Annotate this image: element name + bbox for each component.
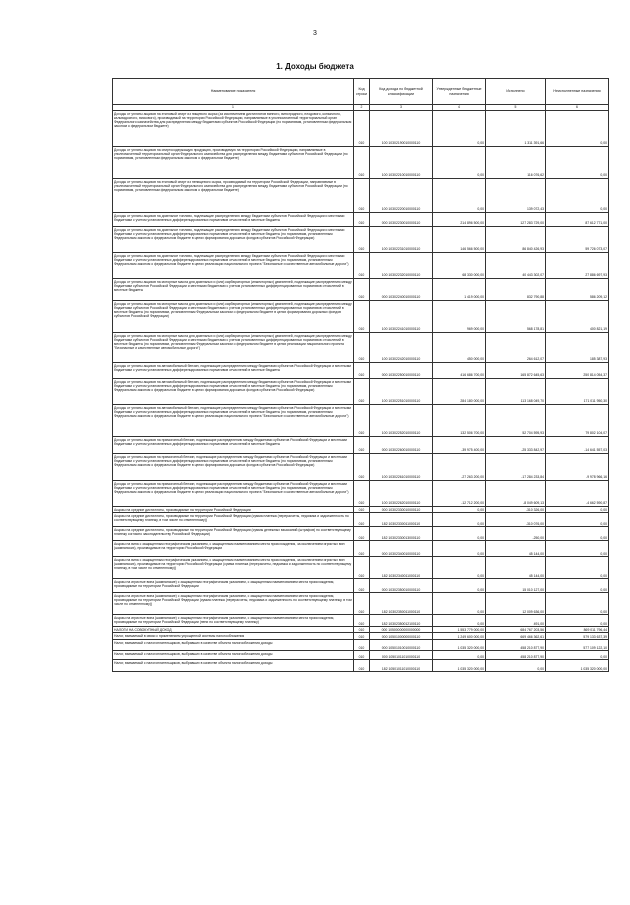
row-name: Доходы от уплаты акцизов на этиловый спирт из непищевого сырья, производимый на территории Российской Федерации, направляемые в уполномоченный территориальный орган Федерального казначейства для распределения между бюджетами субъектов Российской Федерации (по нормативам, установленным федеральным законом о федеральном бюджете): [113, 179, 354, 213]
row-unexecuted-value: 171 011 950,30: [546, 379, 609, 405]
row-line-code: 010: [354, 111, 370, 147]
row-unexecuted-value: 0,00: [546, 507, 609, 513]
row-approved-value: 1 035 320 000,00: [433, 660, 486, 672]
row-approved-value: 214 896 500,00: [433, 213, 486, 227]
row-executed-value: 568 178,81: [486, 301, 546, 333]
row-budget-code: 000 10302340010000110: [370, 541, 433, 557]
table-row: [113, 633, 609, 640]
table-row: [113, 379, 609, 405]
row-name: Налог, взимаемый с налогоплательщиков, выбравших в качестве объекта налогообложения доходы: [113, 660, 354, 672]
table-row: [113, 363, 609, 379]
row-approved-value: 969 000,00: [433, 301, 486, 333]
row-name: Доходы от уплаты акцизов на дизельное топливо, подлежащие распределению между бюджетами субъектов Российской Федерации и местными бюджетами с учетом установленных дифференцированных нормативов отчислений в местные бюджеты: [113, 213, 354, 227]
row-approved-value: 0,00: [433, 111, 486, 147]
row-executed-value: 127 283 729,00: [486, 213, 546, 227]
table-row: [113, 513, 609, 527]
row-executed-value: -17 284 233,84: [486, 454, 546, 481]
row-name: Доходы от уплаты акцизов на моторные масла для дизельных и (или) карбюраторных (инжекторных) двигателей, подлежащие распределению между бюджетами субъектов Российской Федерации и местными бюджетами с учетом установленных дифференцированных нормативов отчислений в местные бюджеты (по нормативам, установленным Федеральным законом о федеральном бюджете в целях формирования дорожных фондов субъектов Российской Федерации): [113, 301, 354, 333]
row-executed-value: 458 210 877,90: [486, 640, 546, 651]
row-unexecuted-value: 59 726 073,07: [546, 227, 609, 253]
row-line-code: 010: [354, 660, 370, 672]
table-row: [113, 660, 609, 672]
row-budget-code: 100 10302262010000110: [370, 481, 433, 507]
row-name: Доходы от уплаты акцизов на автомобильный бензин, подлежащие распределению между бюджетами субъектов Российской Федерации и местными бюджетами с учетом установленных дифференцированных нормативов отчислений в местные бюджеты: [113, 363, 354, 379]
table-row: [113, 615, 609, 627]
row-approved-value: 132 506 700,00: [433, 405, 486, 437]
table-header-row: [113, 79, 609, 105]
column-number: 1: [113, 105, 354, 111]
row-line-code: 010: [354, 593, 370, 615]
row-name: Акцизы на вина с защищенным географическим указанием, с защищенным наименованием места происхождения, за исключением игристых вин (шампанских), производимые на территории Российской Федерации: [113, 541, 354, 557]
row-approved-value: 416 686 700,00: [433, 363, 486, 379]
row-line-code: 010: [354, 363, 370, 379]
column-header-executed: Исполнено: [486, 79, 546, 105]
row-budget-code: 100 10302241010000110: [370, 301, 433, 333]
row-budget-code: 100 10302251010000110: [370, 379, 433, 405]
row-approved-value: 0,00: [433, 527, 486, 541]
row-unexecuted-value: 87 612 771,00: [546, 213, 609, 227]
revenue-table: [112, 78, 609, 672]
table-row: [113, 527, 609, 541]
row-unexecuted-value: 577 109 122,10: [546, 640, 609, 651]
row-line-code: 010: [354, 227, 370, 253]
table-row: [113, 279, 609, 301]
table-row: [113, 253, 609, 279]
row-budget-code: 182 10302330013000110: [370, 527, 433, 541]
row-approved-value: 284 180 000,00: [433, 379, 486, 405]
table-row: [113, 651, 609, 660]
row-name: Доходы от уплаты акцизов на спиртосодержащую продукцию, производимую на территории Российской Федерации, направляемые в уполномоченный территориальный орган Федерального казначейства для распределения между бюджетами субъектов Российской Федерации (по нормативам, установленным федеральным законом о федеральном бюджете): [113, 147, 354, 179]
row-approved-value: 0,00: [433, 507, 486, 513]
row-name: Акцизы на игристые вина (шампанские) с защищенным географическим указанием, с защищенным наименованием места происхождения, производимые на территории Российской Федерации: [113, 579, 354, 593]
row-approved-value: 1 553 779 000,00: [433, 627, 486, 633]
table-row: [113, 454, 609, 481]
row-approved-value: -12 712 200,00: [433, 481, 486, 507]
row-line-code: 010: [354, 454, 370, 481]
row-budget-code: 182 10501011010000110: [370, 660, 433, 672]
table-row: [113, 111, 609, 147]
row-unexecuted-value: 0,00: [546, 147, 609, 179]
row-line-code: 010: [354, 651, 370, 660]
row-executed-value: 264 612,07: [486, 333, 546, 363]
column-header-unexecuted: Неисполненные назначения: [546, 79, 609, 105]
row-name: Налог, взимаемый с налогоплательщиков, выбравших в качестве объекта налогообложения доходы: [113, 640, 354, 651]
row-executed-value: 458 210 877,90: [486, 651, 546, 660]
row-budget-code: 000 10302230010000110: [370, 213, 433, 227]
table-row: [113, 405, 609, 437]
row-executed-value: 86 840 426,93: [486, 227, 546, 253]
row-executed-value: 1 311 391,66: [486, 111, 546, 147]
row-executed-value: 139 072,43: [486, 179, 546, 213]
table-row: [113, 481, 609, 507]
row-approved-value: -27 263 200,00: [433, 454, 486, 481]
row-approved-value: 68 330 000,00: [433, 253, 486, 279]
row-line-code: 010: [354, 333, 370, 363]
row-approved-value: 0,00: [433, 651, 486, 660]
row-budget-code: 000 10501010010000110: [370, 640, 433, 651]
row-budget-code: 182 10302350011000110: [370, 593, 433, 615]
row-approved-value: 0,00: [433, 579, 486, 593]
row-unexecuted-value: 400 821,19: [546, 301, 609, 333]
row-executed-value: -310 326,00: [486, 507, 546, 513]
table-row: [113, 557, 609, 579]
row-budget-code: 100 10302220010000110: [370, 179, 433, 213]
row-executed-value: 116 076,62: [486, 147, 546, 179]
row-unexecuted-value: 27 886 697,93: [546, 253, 609, 279]
row-line-code: 010: [354, 507, 370, 513]
row-executed-value: 0,00: [486, 660, 546, 672]
column-number: 6: [546, 105, 609, 111]
row-line-code: 010: [354, 405, 370, 437]
row-budget-code: 000 10302330010000110: [370, 507, 433, 513]
column-header-name: Наименование показателя: [113, 79, 354, 105]
row-budget-code: 182 10302350012100110: [370, 615, 433, 627]
row-name: Налог, взимаемый с налогоплательщиков, выбравших в качестве объекта налогообложения доходы: [113, 651, 354, 660]
table-row: [113, 541, 609, 557]
row-unexecuted-value: 0,00: [546, 111, 609, 147]
table-row: [113, 179, 609, 213]
row-executed-value: -8 049 609,13: [486, 481, 546, 507]
row-line-code: 010: [354, 527, 370, 541]
row-unexecuted-value: 0,00: [546, 651, 609, 660]
row-approved-value: -39 975 400,00: [433, 437, 486, 454]
page-title: 1. Доходы бюджета: [276, 62, 354, 71]
row-unexecuted-value: 579 133 637,39: [546, 633, 609, 640]
row-unexecuted-value: 250 814 054,37: [546, 363, 609, 379]
row-name: Доходы от уплаты акцизов на прямогонный бензин, подлежащие распределению между бюджетами субъектов Российской Федерации и местными бюджетами с учетом установленных дифференцированных нормативов отчислений в местные бюджеты (по нормативам, установленным Федеральным законом о федеральном бюджете в целях реализации национального проекта "Безопасные и качественные автомобильные дороги"): [113, 481, 354, 507]
row-line-code: 010: [354, 513, 370, 527]
row-unexecuted-value: 869 011 796,44: [546, 627, 609, 633]
row-budget-code: 000 10302240010000110: [370, 279, 433, 301]
row-budget-code: 100 10302190010000110: [370, 111, 433, 147]
row-executed-value: 684 767 203,56: [486, 627, 546, 633]
row-line-code: 010: [354, 279, 370, 301]
row-unexecuted-value: 0,00: [546, 593, 609, 615]
row-name: Акцизы на средние дистилляты, производимые на территории Российской Федерации (суммы денежных взысканий (штрафов) по соответствующему платежу согласно законодательству Российской Федерации): [113, 527, 354, 541]
row-approved-value: 1 035 320 000,00: [433, 640, 486, 651]
column-number: 2: [354, 105, 370, 111]
row-line-code: 010: [354, 147, 370, 179]
table-row: [113, 301, 609, 333]
row-name: Доходы от уплаты акцизов на прямогонный бензин, подлежащие распределению между бюджетами субъектов Российской Федерации и местными бюджетами с учетом установленных дифференцированных нормативов отчислений в местные бюджеты (по нормативам, установленным Федеральным законом о федеральном бюджете в целях формирования дорожных фондов субъектов Российской Федерации): [113, 454, 354, 481]
row-name: НАЛОГИ НА СОВОКУПНЫЙ ДОХОД: [113, 627, 354, 633]
row-executed-value: 45 144,00: [486, 557, 546, 579]
row-executed-value: 15 010 127,00: [486, 579, 546, 593]
table-row: [113, 147, 609, 179]
row-budget-code: 000 10302250010000110: [370, 363, 433, 379]
row-line-code: 010: [354, 253, 370, 279]
row-name: Акцизы на средние дистилляты, производимые на территории Российской Федерации (сумма платежа (перерасчеты, недоимка и задолженность по соответствующему платежу, в том числе по отмененному)): [113, 513, 354, 527]
row-approved-value: 450 000,00: [433, 333, 486, 363]
table-row: [113, 593, 609, 615]
row-line-code: 010: [354, 640, 370, 651]
row-executed-value: 12 009 636,00: [486, 593, 546, 615]
row-line-code: 010: [354, 213, 370, 227]
row-name: Доходы от уплаты акцизов на этиловый спирт из пищевого сырья (за исключением дистиллятов винного, виноградного, плодового, коньячного, кальвадосного, вискового), производимый на территории Российской Федерации, направляемые в уполномоченный территориальный орган Федерального казначейства для распределения между бюджетами субъектов Российской Федерации (по нормативам, установленным федеральным законом о федеральном бюджете): [113, 111, 354, 147]
column-header-budget-code: Код дохода по бюджетной классификации: [370, 79, 433, 105]
row-approved-value: 1 419 000,00: [433, 279, 486, 301]
column-header-approved: Утвержденные бюджетные назначения: [433, 79, 486, 105]
table-row: [113, 333, 609, 363]
row-name: Налог, взимаемый в связи с применением упрощенной системы налогообложения: [113, 633, 354, 640]
row-unexecuted-value: 0,00: [546, 615, 609, 627]
row-name: Доходы от уплаты акцизов на автомобильный бензин, подлежащие распределению между бюджетами субъектов Российской Федерации и местными бюджетами с учетом установленных дифференцированных нормативов отчислений в местные бюджеты (по нормативам, установленным Федеральным законом о федеральном бюджете в целях формирования дорожных фондов субъектов Российской Федерации): [113, 379, 354, 405]
row-line-code: 010: [354, 615, 370, 627]
row-budget-code: 182 10302330011000110: [370, 513, 433, 527]
row-line-code: 010: [354, 557, 370, 579]
row-line-code: 010: [354, 301, 370, 333]
row-unexecuted-value: 0,00: [546, 527, 609, 541]
row-executed-value: 832 790,88: [486, 279, 546, 301]
row-line-code: 010: [354, 437, 370, 454]
row-budget-code: 000 10500000000000000: [370, 627, 433, 633]
row-unexecuted-value: 0,00: [546, 557, 609, 579]
row-unexecuted-value: -4 662 590,87: [546, 481, 609, 507]
row-name: Акцизы на игристые вина (шампанские) с защищенным географическим указанием, с защищенным наименованием места происхождения, производимые на территории Российской Федерации (пени по соответствующему платежу): [113, 615, 354, 627]
table-body: [113, 111, 609, 672]
row-executed-value: -310 076,00: [486, 513, 546, 527]
row-approved-value: 0,00: [433, 147, 486, 179]
row-budget-code: 000 10302260010000110: [370, 437, 433, 454]
row-executed-value: -25 333 842,97: [486, 437, 546, 454]
column-number: 3: [370, 105, 433, 111]
row-name: Доходы от уплаты акцизов на моторные масла для дизельных и (или) карбюраторных (инжекторных) двигателей, подлежащие распределению между бюджетами субъектов Российской Федерации и местными бюджетами с учетом установленных дифференцированных нормативов отчислений в местные бюджеты: [113, 279, 354, 301]
page-number: 3: [313, 30, 317, 37]
row-unexecuted-value: 1 035 320 000,00: [546, 660, 609, 672]
row-name: Доходы от уплаты акцизов на дизельное топливо, подлежащие распределению между бюджетами субъектов Российской Федерации и местными бюджетами с учетом установленных дифференцированных нормативов отчислений в местные бюджеты (по нормативам, установленным Федеральным законом о федеральном бюджете в целях реализации национального проекта "Безопасные и качественные автомобильные дороги"): [113, 253, 354, 279]
row-unexecuted-value: 0,00: [546, 513, 609, 527]
table-row: [113, 640, 609, 651]
row-approved-value: 1 249 600 000,00: [433, 633, 486, 640]
row-budget-code: 100 10302231010000110: [370, 227, 433, 253]
row-budget-code: 182 10302340011000110: [370, 557, 433, 579]
table-row: [113, 213, 609, 227]
row-budget-code: 000 10501000000000110: [370, 633, 433, 640]
row-approved-value: 146 566 500,00: [433, 227, 486, 253]
row-line-code: 010: [354, 579, 370, 593]
row-executed-value: -250,00: [486, 527, 546, 541]
row-unexecuted-value: 79 802 104,07: [546, 405, 609, 437]
row-name: Доходы от уплаты акцизов на автомобильный бензин, подлежащие распределению между бюджетами субъектов Российской Федерации и местными бюджетами с учетом установленных дифференцированных нормативов отчислений в местные бюджеты (по нормативам, установленным Федеральным законом о федеральном бюджете в целях реализации национального проекта "Безопасные и качественные автомобильные дороги"): [113, 405, 354, 437]
table-row: [113, 227, 609, 253]
column-number: 4: [433, 105, 486, 111]
row-executed-value: 40 443 302,07: [486, 253, 546, 279]
row-name: Доходы от уплаты акцизов на прямогонный бензин, подлежащие распределению между бюджетами субъектов Российской Федерации и местными бюджетами с учетом установленных дифференцированных нормативов отчислений в местные бюджеты: [113, 437, 354, 454]
row-unexecuted-value: 0,00: [546, 179, 609, 213]
row-line-code: 010: [354, 633, 370, 640]
row-executed-value: 669 466 362,61: [486, 633, 546, 640]
column-header-line-code: Код строки: [354, 79, 370, 105]
column-number: 5: [486, 105, 546, 111]
row-name: Доходы от уплаты акцизов на дизельное топливо, подлежащие распределению между бюджетами субъектов Российской Федерации и местными бюджетами с учетом установленных дифференцированных нормативов отчислений в местные бюджеты (по нормативам, установленным Федеральным законом о федеральном бюджете в целях формирования дорожных фондов субъектов Российской Федерации): [113, 227, 354, 253]
row-budget-code: 100 10302252010000110: [370, 405, 433, 437]
row-approved-value: 0,00: [433, 179, 486, 213]
row-unexecuted-value: -9 978 966,16: [546, 454, 609, 481]
row-executed-value: 491,00: [486, 615, 546, 627]
row-approved-value: 0,00: [433, 541, 486, 557]
row-name: Доходы от уплаты акцизов на моторные масла для дизельных и (или) карбюраторных (инжекторных) двигателей, подлежащие распределению между бюджетами субъектов Российской Федерации и местными бюджетами с учетом установленных дифференцированных нормативов отчислений в местные бюджеты (по нормативам, установленным Федеральным законом о федеральном бюджете в целях реализации национального проекта "Безопасные и качественные автомобильные дороги"): [113, 333, 354, 363]
row-budget-code: 100 10302232010000110: [370, 253, 433, 279]
row-executed-value: 113 168 049,70: [486, 379, 546, 405]
table-row: [113, 579, 609, 593]
row-unexecuted-value: -14 641 557,03: [546, 437, 609, 454]
row-executed-value: 165 872 645,63: [486, 363, 546, 379]
row-line-code: 010: [354, 481, 370, 507]
row-name: Акцизы на игристые вина (шампанские) с защищенным географическим указанием, с защищенным наименованием места происхождения, производимые на территории Российской Федерации (сумма платежа (перерасчеты, недоимка и задолженность по соответствующему платежу, в том числе по отмененному)): [113, 593, 354, 615]
row-budget-code: 000 10302350010000110: [370, 579, 433, 593]
row-line-code: 010: [354, 627, 370, 633]
row-approved-value: 0,00: [433, 513, 486, 527]
row-line-code: 010: [354, 541, 370, 557]
row-executed-value: 52 704 595,93: [486, 405, 546, 437]
row-unexecuted-value: 185 387,93: [546, 333, 609, 363]
row-budget-code: 000 10501011010000110: [370, 651, 433, 660]
row-budget-code: 100 10302210010000110: [370, 147, 433, 179]
row-line-code: 010: [354, 379, 370, 405]
table-row: [113, 437, 609, 454]
row-budget-code: 100 10302261010000110: [370, 454, 433, 481]
row-approved-value: 0,00: [433, 593, 486, 615]
row-approved-value: 0,00: [433, 615, 486, 627]
row-unexecuted-value: 586 209,12: [546, 279, 609, 301]
row-unexecuted-value: 0,00: [546, 579, 609, 593]
row-line-code: 010: [354, 179, 370, 213]
row-unexecuted-value: 0,00: [546, 541, 609, 557]
row-name: Акцизы на вина с защищенным географическим указанием, с защищенным наименованием места происхождения, за исключением игристых вин (шампанских), производимые на территории Российской Федерации (сумма платежа (перерасчеты, недоимка и задолженность по соответствующему платежу, в том числе по отмененному)): [113, 557, 354, 579]
row-approved-value: 0,00: [433, 557, 486, 579]
row-budget-code: 100 10302242010000110: [370, 333, 433, 363]
row-executed-value: 45 144,00: [486, 541, 546, 557]
row-name: Акцизы на средние дистилляты, производимые на территории Российской Федерации: [113, 507, 354, 513]
